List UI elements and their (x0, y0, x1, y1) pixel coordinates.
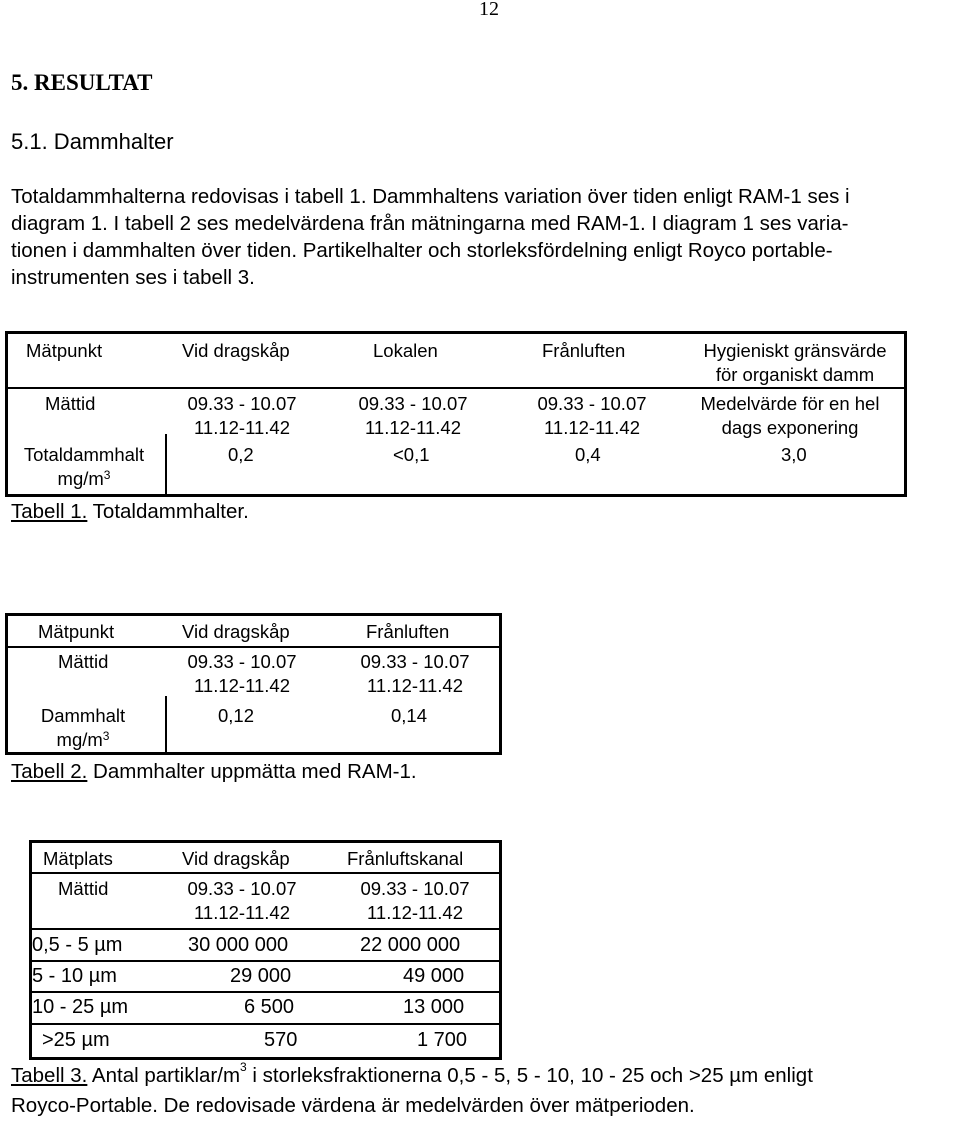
table2-damm-dragskap: 0,12 (218, 705, 255, 726)
table-3 (29, 840, 502, 1060)
table1-header-dragskap: Vid dragskåp (182, 340, 290, 361)
table1-hyg-medel-line2: dags exponering (721, 417, 859, 438)
table3-row-dragskap: 30 000 000 (188, 934, 289, 956)
table2-caption-text: Dammhalter uppmätta med RAM-1. (87, 760, 417, 783)
table1-time1: 09.33 - 10.07 (187, 393, 297, 414)
table1-time2: 11.12-11.42 (193, 417, 290, 438)
table3-time1: 09.33 - 10.07 (187, 878, 297, 899)
table3-header-franluftskanal: Frånluftskanal (347, 848, 464, 869)
table2-header-franluften: Frånluften (366, 621, 450, 642)
table3-row-dragskap: 570 (264, 1029, 298, 1051)
table3-row-dragskap: 29 000 (230, 965, 292, 987)
table3-caption-text1: Antal partiklar/m (87, 1064, 241, 1087)
table3-row-size: 10 - 25 µm (32, 996, 129, 1018)
table3-row-kanal: 49 000 (403, 965, 465, 987)
table1-header-franluften: Frånluften (542, 340, 626, 361)
table3-row-size: 0,5 - 5 µm (32, 934, 123, 956)
table1-time2: 11.12-11.42 (543, 417, 640, 438)
table3-row-size: 5 - 10 µm (32, 965, 117, 987)
table3-mattid-label: Mättid (58, 878, 109, 899)
table1-header-lokalen: Lokalen (373, 340, 438, 361)
table-2 (5, 613, 502, 755)
table3-caption-line1 (11, 1060, 813, 1088)
intro-line: diagram 1. I tabell 2 ses medelvärdena från mätningarna med RAM-1. I diagram 1 ses varia- (11, 212, 849, 235)
table-1 (5, 331, 907, 497)
table2-damm-franluften: 0,14 (391, 705, 428, 726)
table1-mattid-lokalen (343, 392, 483, 440)
table2-damm-label-text: Dammhalt (40, 705, 126, 726)
table1-header-hyg-line2: för organiskt damm (715, 364, 875, 385)
table3-time2: 11.12-11.42 (193, 902, 290, 923)
table2-mattid-franluften (345, 650, 485, 698)
table1-mattid-franluften (522, 392, 662, 440)
table1-caption-text: Totaldammhalter. (87, 500, 249, 523)
table1-total-franluften: 0,4 (575, 444, 601, 465)
table1-time1: 09.33 - 10.07 (358, 393, 468, 414)
table3-caption-line2: Royco-Portable. De redovisade värdena är medelvärden över mätperioden. (11, 1094, 695, 1117)
table3-row-kanal: 22 000 000 (360, 934, 461, 956)
table3-caption-exp: 3 (240, 1060, 247, 1074)
intro-paragraph (11, 183, 951, 291)
table2-damm-unit: $mg/m^3$ (56, 729, 110, 750)
table2-header-dragskap: Vid dragskåp (182, 621, 290, 642)
table1-total-label-text: Totaldammhalt (23, 444, 145, 465)
table1-header-hyg-line1: Hygieniskt gränsvärde (703, 340, 887, 361)
table3-time2: 11.12-11.42 (366, 902, 463, 923)
table3-caption-label: Tabell 3. (11, 1064, 88, 1087)
table3-caption-text2: i storleksfraktionerna 0,5 - 5, 5 - 10, 10 - 25 och >25 µm enligt (246, 1064, 813, 1087)
table1-header-hygieniskt (690, 339, 900, 387)
table1-time2: 11.12-11.42 (364, 417, 461, 438)
table3-row-dragskap: 6 500 (244, 996, 295, 1018)
intro-line: instrumenten ses i tabell 3. (11, 266, 255, 289)
section-title: 5. RESULTAT (11, 70, 153, 95)
table2-mattid-dragskap (172, 650, 312, 698)
table2-header-matpunkt: Mätpunkt (38, 621, 115, 642)
table2-damm-label (23, 704, 143, 752)
table2-time1: 09.33 - 10.07 (360, 651, 470, 672)
table3-row-kanal: 13 000 (403, 996, 465, 1018)
table2-time1: 09.33 - 10.07 (187, 651, 297, 672)
subsection-title: 5.1. Dammhalter (11, 129, 174, 154)
table3-row-kanal: 1 700 (417, 1029, 468, 1051)
table1-time1: 09.33 - 10.07 (537, 393, 647, 414)
intro-line: tionen i dammhalten över tiden. Partikelhalter och storleksfördelning enligt Royco portable- (11, 239, 833, 262)
table1-mattid-label: Mättid (45, 393, 96, 414)
table3-mattid-dragskap (172, 877, 312, 925)
table1-total-dragskap: 0,2 (228, 444, 254, 465)
table1-total-unit: $mg/m^3$ (57, 468, 111, 489)
table1-hyg-medel-line1: Medelvärde för en hel (700, 393, 880, 414)
table3-time1: 09.33 - 10.07 (360, 878, 470, 899)
table1-header-matpunkt: Mätpunkt (26, 340, 103, 361)
table1-mattid-dragskap (172, 392, 312, 440)
table2-caption (11, 760, 417, 784)
table3-row-size: >25 µm (42, 1029, 110, 1051)
table3-header-dragskap: Vid dragskåp (182, 848, 290, 869)
table1-total-label (13, 443, 155, 491)
table1-caption-label: Tabell 1. (11, 500, 88, 523)
table1-total-hyg: 3,0 (781, 444, 807, 465)
table3-mattid-kanal (345, 877, 485, 925)
table1-mattid-hygieniskt (690, 392, 890, 440)
table1-total-lokalen: <0,1 (393, 444, 430, 465)
page-number: 12 (479, 0, 499, 20)
intro-line: Totaldammhalterna redovisas i tabell 1. Dammhaltens variation över tiden enligt RAM-1 ses i (11, 185, 850, 208)
table2-mattid-label: Mättid (58, 651, 109, 672)
table2-time2: 11.12-11.42 (193, 675, 290, 696)
table2-time2: 11.12-11.42 (366, 675, 463, 696)
table3-header-matplats: Mätplats (43, 848, 113, 869)
table1-caption (11, 500, 249, 524)
table2-caption-label: Tabell 2. (11, 760, 88, 783)
